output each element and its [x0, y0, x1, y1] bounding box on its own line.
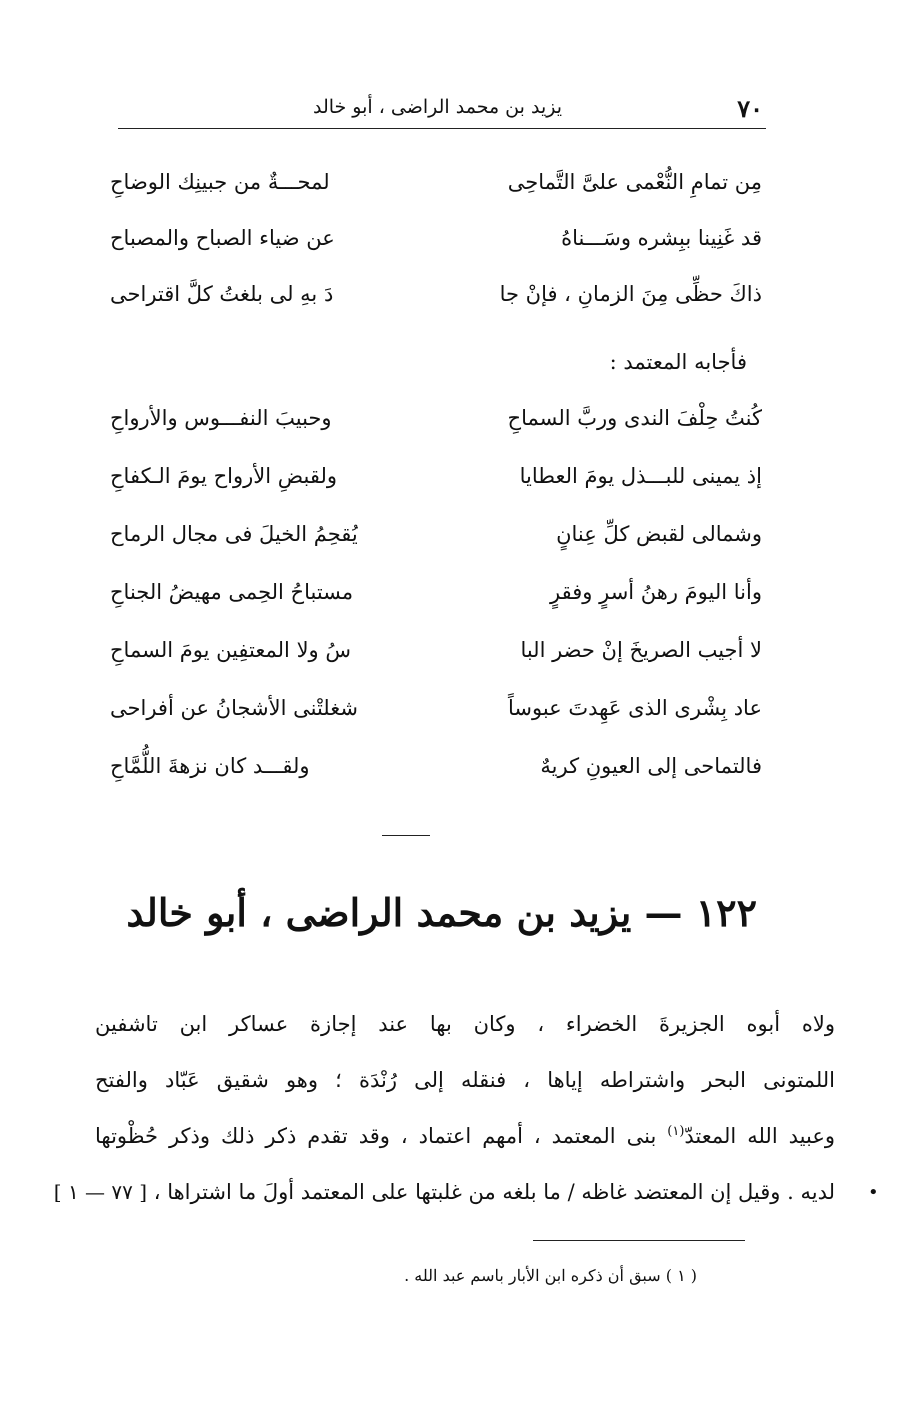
verse-line — [110, 282, 762, 322]
verse-line — [110, 406, 762, 446]
running-title: يزيد بن محمد الراضى ، أبو خالد — [312, 96, 563, 118]
page-number: ٧٠ — [737, 94, 763, 123]
verse-second-hemistich: عن ضياء الصباح والمصباح — [110, 226, 335, 250]
paragraph-line: اللمتونى البحر واشتراطه إياها ، فنقله إلى رُنْدَة ؛ وهو شقيق عَبّاد والفتح — [95, 1068, 835, 1092]
verse-second-hemistich: سُ ولا المعتفِين يومَ السماحِ — [110, 638, 351, 662]
verse-second-hemistich: شغلتْنى الأشجانُ عن أفراحى — [110, 696, 358, 720]
reply-intro: فأجابه المعتمد : — [609, 350, 747, 374]
verse-line — [110, 696, 762, 736]
verse-second-hemistich: وحبيبَ النفـــوس والأرواحِ — [110, 406, 332, 430]
marginal-reference: [ ٧٧ — ١ ] — [53, 1180, 148, 1204]
verse-first-hemistich: قد غَنِينا ببِشره وسَـــناهُ — [561, 226, 762, 250]
verse-first-hemistich: ذاكَ حظِّى مِنَ الزمانِ ، فإنْ جا — [499, 282, 762, 306]
verse-second-hemistich: دَ بهِ لى بلغتُ كلَّ اقتراحى — [110, 282, 334, 306]
paragraph-text: لديه . وقيل إن المعتضد غاظه / ما بلغه من غلبتها على المعتمد أولَ ما اشتراها ، — [153, 1180, 835, 1204]
verse-first-hemistich: لا أجيب الصريخَ إنْ حضر البا — [520, 638, 762, 662]
verse-second-hemistich: مستباحُ الحِمى مهيضُ الجناحِ — [110, 580, 354, 604]
verse-line — [110, 754, 762, 794]
verse-first-hemistich: كُنتُ حِلْفَ الندى وربَّ السماحِ — [507, 406, 762, 430]
verse-first-hemistich: فالتماحى إلى العيونِ كريهٌ — [540, 754, 762, 778]
paragraph-line — [95, 1124, 835, 1148]
footnote-reference[interactable]: (١) — [667, 1124, 685, 1139]
margin-dot: • — [868, 1182, 879, 1203]
verse-line — [110, 226, 762, 266]
verse-first-hemistich: وأنا اليومَ رهنُ أسرٍ وفقرٍ — [550, 580, 762, 604]
verse-second-hemistich: لمحـــةٌ من جبينِك الوضاحِ — [110, 170, 330, 194]
verse-line — [110, 638, 762, 678]
paragraph-text: وعبيد الله المعتدّ — [684, 1124, 835, 1148]
verse-second-hemistich: ولقبضِ الأرواح يومَ الـكفاحِ — [110, 464, 337, 488]
footnote-rule — [533, 1240, 745, 1241]
verse-first-hemistich: عاد بِشْرى الذى عَهِدتَ عبوساً — [508, 696, 762, 720]
verse-first-hemistich: إذ يمينى للبـــذل يومَ العطايا — [519, 464, 762, 488]
footnote: ( ١ ) سبق أن ذكره ابن الأبار باسم عبد الله . — [404, 1266, 697, 1285]
verse-second-hemistich: يُقحِمُ الخيلَ فى مجال الرماح — [110, 522, 358, 546]
header-rule — [118, 128, 766, 129]
entry-title: ١٢٢ — يزيد بن محمد الراضى ، أبو خالد — [126, 890, 757, 935]
paragraph-line: ولاه أبوه الجزيرةَ الخضراء ، وكان بها عند إجازة عساكر ابن تاشفين — [95, 1012, 835, 1036]
verse-first-hemistich: مِن تمامِ النُّعْمى علىَّ التَّماحِى — [507, 170, 762, 194]
verse-line — [110, 580, 762, 620]
verse-second-hemistich: ولقـــد كان نزهةَ اللُّمَّاحِ — [110, 754, 310, 778]
verse-line — [110, 170, 762, 210]
verse-line — [110, 464, 762, 504]
paragraph-line — [53, 1180, 835, 1204]
verse-line — [110, 522, 762, 562]
section-divider — [382, 835, 430, 836]
paragraph-text: بنى المعتمد ، أمهم اعتماد ، وقد تقدم ذكر ذلك وذكر حُظْوتها — [95, 1124, 668, 1148]
verse-first-hemistich: وشمالى لقبض كلِّ عِنانٍ — [556, 522, 762, 546]
